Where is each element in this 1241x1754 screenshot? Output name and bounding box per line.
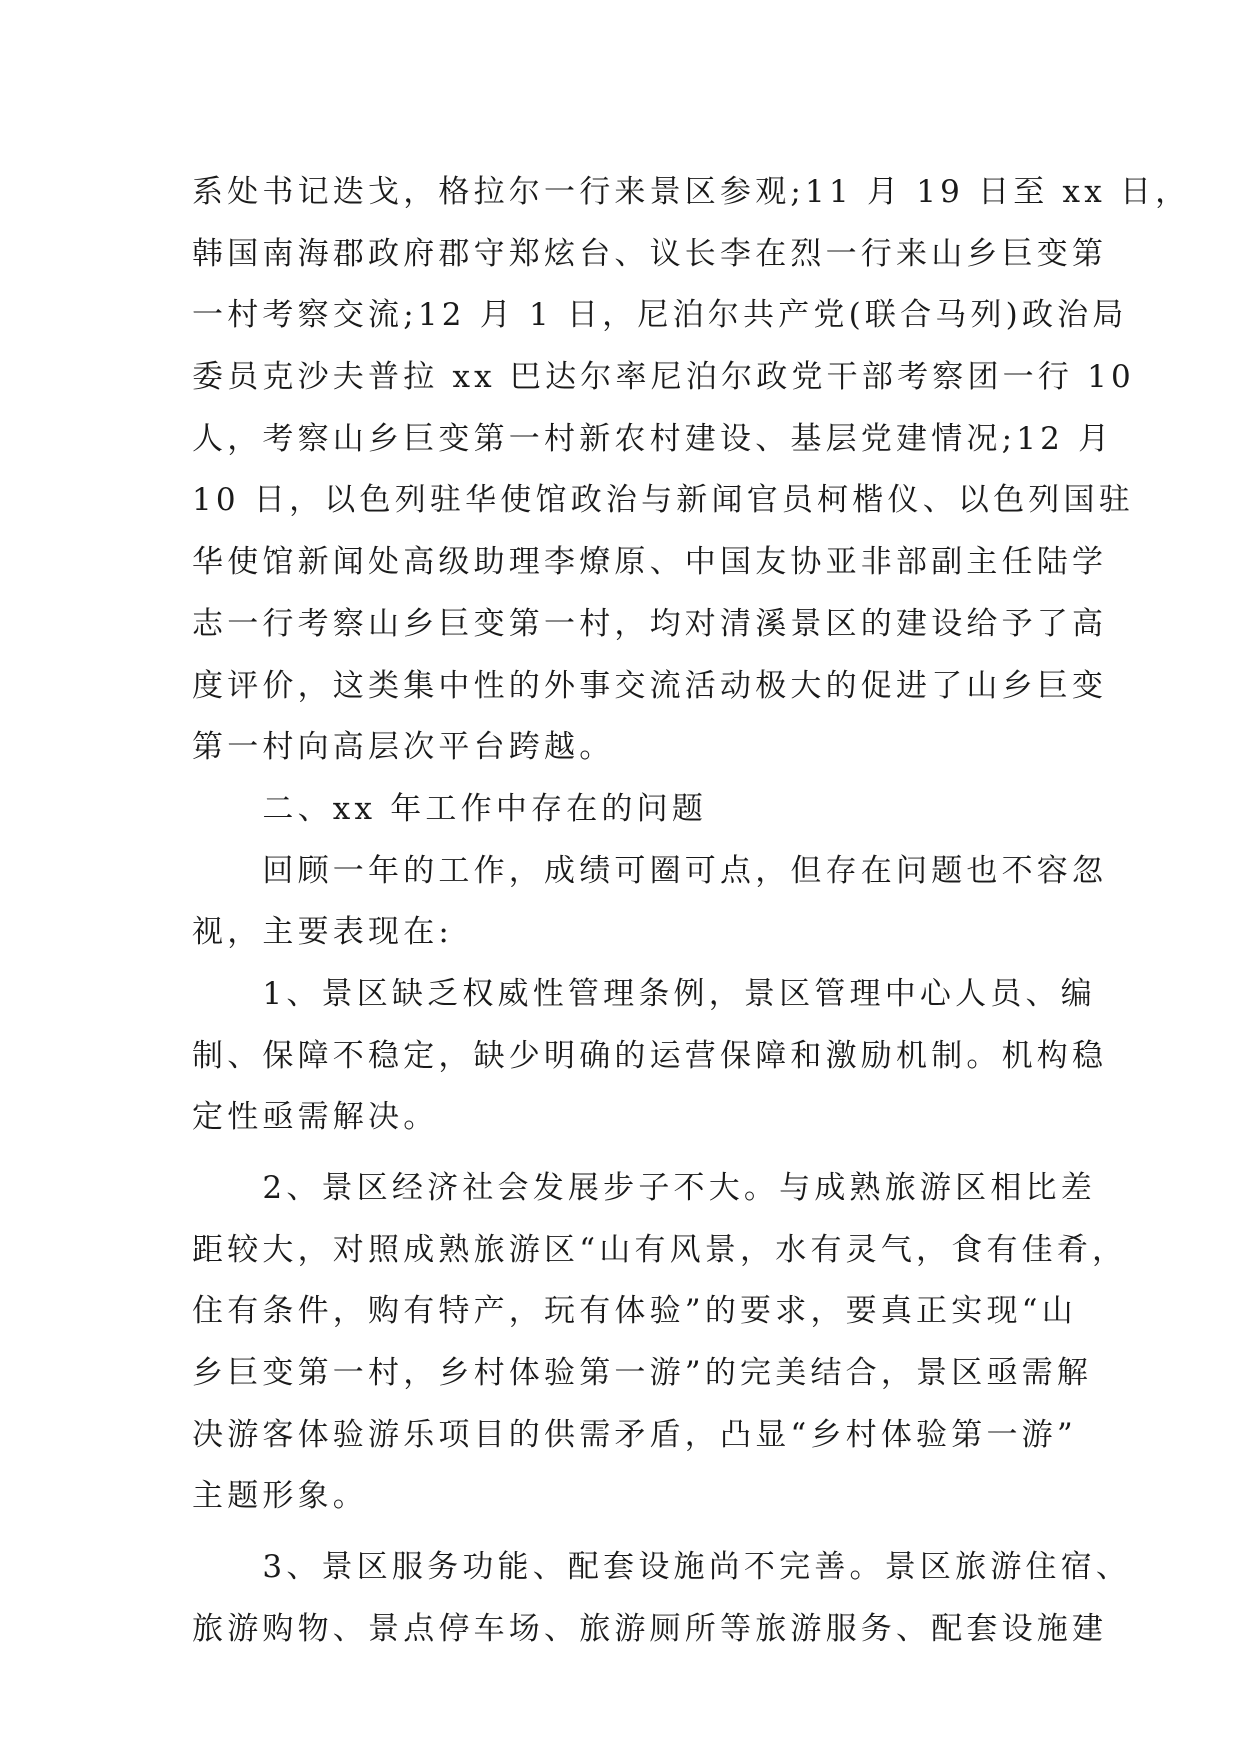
text-line: 人，考察山乡巨变第一村新农村建设、基层党建情况;12 月 xyxy=(192,420,1114,457)
body-text xyxy=(192,162,1191,1661)
text-line: 系处书记迭戈，格拉尔一行来景区参观;11 月 19 日至 xx 日， xyxy=(192,174,1191,210)
text-line: 2、景区经济社会发展步子不大。与成熟旅游区相比差 xyxy=(192,1170,1096,1206)
text-line: 10 日，以色列驻华使馆政治与新闻官员柯楷仪、以色列国驻 xyxy=(192,482,1134,519)
text-line: 1、景区缺乏权威性管理条例，景区管理中心人员、编 xyxy=(192,975,1096,1012)
text-line: 定性亟需解决。 xyxy=(192,1099,439,1136)
text-line: 度评价，这类集中性的外事交流活动极大的促进了山乡巨变 xyxy=(192,667,1108,704)
text-line: 第一村向高层次平台跨越。 xyxy=(192,729,615,766)
text-line: 志一行考察山乡巨变第一村，均对清溪景区的建设给予了高 xyxy=(192,605,1108,642)
text-line: 旅游购物、景点停车场、旅游厕所等旅游服务、配套设施建 xyxy=(192,1610,1108,1647)
text-line: 一村考察交流;12 月 1 日，尼泊尔共产党(联合马列)政治局 xyxy=(192,297,1128,334)
text-line: 3、景区服务功能、配套设施尚不完善。景区旅游住宿、 xyxy=(192,1549,1132,1586)
text-line: 决游客体验游乐项目的供需矛盾，凸显“乡村体验第一游” xyxy=(192,1416,1077,1453)
text-line: 委员克沙夫普拉 xx 巴达尔率尼泊尔政党干部考察团一行 10 xyxy=(192,359,1135,396)
text-line: 乡巨变第一村，乡村体验第一游”的完美结合，景区亟需解 xyxy=(192,1355,1093,1392)
text-line: 回顾一年的工作，成绩可圈可点，但存在问题也不容忽 xyxy=(192,852,1108,889)
text-line: 主题形象。 xyxy=(192,1478,368,1515)
text-line: 距较大，对照成熟旅游区“山有风景，水有灵气，食有佳肴， xyxy=(192,1231,1128,1268)
text-line: 住有条件，购有特产，玩有体验”的要求，要真正实现“山 xyxy=(192,1293,1077,1330)
text-line: 制、保障不稳定，缺少明确的运营保障和激励机制。机构稳 xyxy=(192,1037,1108,1074)
section-heading: 二、xx 年工作中存在的问题 xyxy=(192,790,708,827)
text-line: 视，主要表现在: xyxy=(192,914,454,951)
text-line: 韩国南海郡政府郡守郑炫台、议长李在烈一行来山乡巨变第 xyxy=(192,235,1108,272)
text-line: 华使馆新闻处高级助理李燎原、中国友协亚非部副主任陆学 xyxy=(192,544,1108,581)
